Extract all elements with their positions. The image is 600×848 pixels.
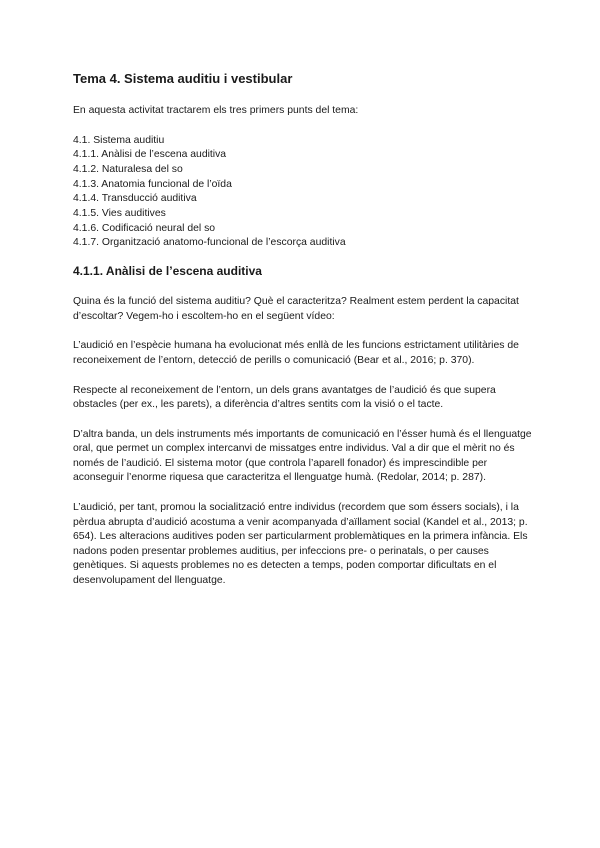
document-content: [73, 71, 538, 589]
paragraph: L’audició en l’espècie humana ha evolucionat més enllà de les funcions estrictament utilitàries de reconeixement de l’entorn, detecció de perills o comunicació (Bear et al., 2016; p. 370).: [73, 340, 519, 366]
document-title: Tema 4. Sistema auditiu i vestibular: [73, 71, 293, 86]
paragraph: Quina és la funció del sistema auditiu? Què el caracteritza? Realment estem perdent la capacitat d’escoltar? Vegem-ho i escoltem-ho en el següent vídeo:: [73, 296, 519, 322]
topic-list-item: 4.1.3. Anatomia funcional de l’oïda: [73, 178, 232, 190]
topic-list-item: 4.1.1. Anàlisi de l’escena auditiva: [73, 149, 227, 161]
paragraph: Respecte al reconeixement de l’entorn, un dels grans avantatges de l’audició és que supera obstacles (per ex., les parets), a diferència d’altres sentits com la visió o el tacte.: [73, 384, 496, 411]
topic-list-item: 4.1.5. Vies auditives: [73, 208, 166, 220]
topic-list-item: 4.1.6. Codificació neural del so: [73, 222, 216, 234]
section-heading: 4.1.1. Anàlisi de l’escena auditiva: [73, 264, 262, 279]
intro-text: En aquesta activitat tractarem els tres primers punts del tema:: [73, 105, 359, 116]
topic-list-item: 4.1. Sistema auditiu: [73, 134, 165, 146]
topic-list-item: 4.1.2. Naturalesa del so: [73, 163, 183, 175]
topic-list: [73, 134, 538, 252]
paragraph: D’altra banda, un dels instruments més importants de comunicació en l’ésser humà és el llenguatge oral, que permet un complex intercanvi de missatges entre individus. Val a dir que el mèrit no és només de l’audició. El sistema motor (que controla l’aparell fonador) és imprescindible per aconseguir l’enorme riquesa que caracteritza el llenguatge humà. (Redolar, 2014; p. 287).: [73, 428, 532, 484]
paragraph: L’audició, per tant, promou la socialització entre individus (recordem que som éssers socials), i la pèrdua abrupta d’audició acostuma a venir acompanyada d’aïllament social (Kandel et al., 2013; p. 654). Les alteracions auditives poden ser particularment problemàtiques en la primera infància. Els nadons poden presentar problemes auditius, per infeccions pre- o perinatals, o per causes genètiques. Si aquests problemes no es detecten a temps, poden comportar dificultats en el desenvolupament del llenguatge.: [73, 502, 528, 587]
topic-list-item: 4.1.7. Organització anatomo-funcional de l’escorça auditiva: [73, 237, 346, 249]
topic-list-item: 4.1.4. Transducció auditiva: [73, 193, 197, 205]
